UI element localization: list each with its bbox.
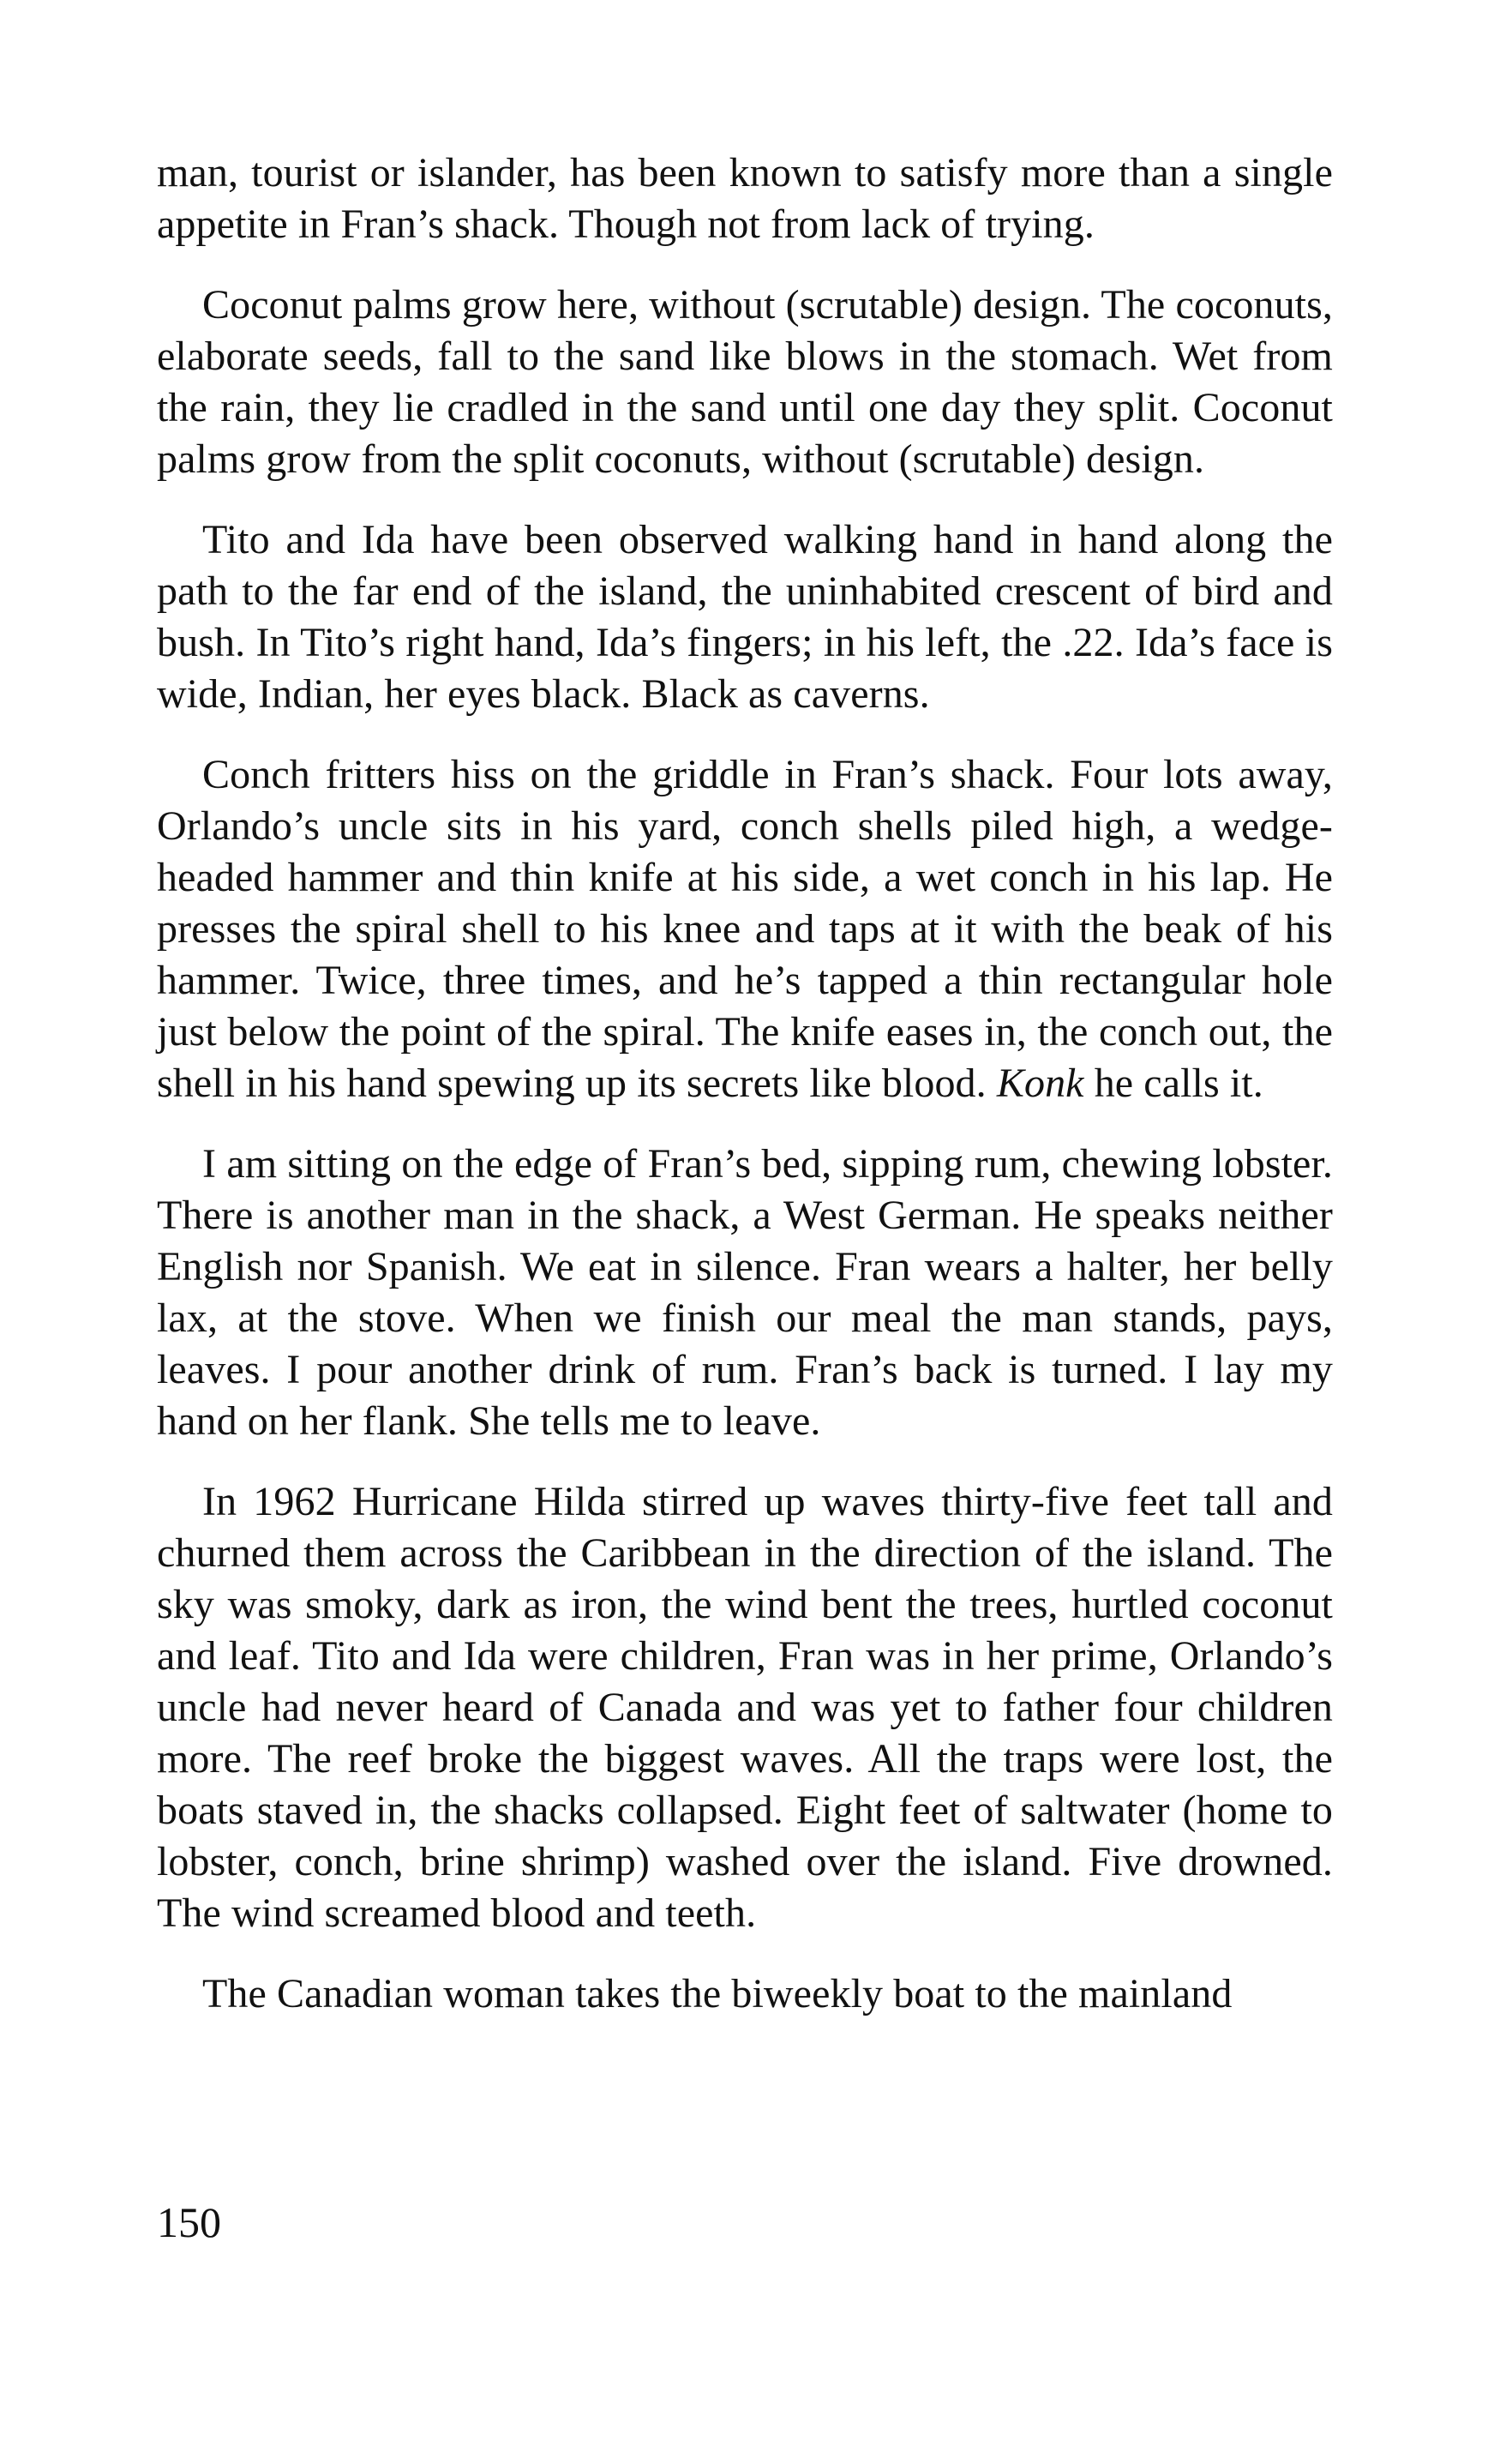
paragraph-conch-fritters-text: Conch fritters hiss on the griddle in Fran’s shack. Four lots away, Orlando’s uncle sits in his yard, conch shells piled high, a wedge-headed hammer and thin knife at his side, a wet conch in his lap. He presses the spiral shell to his knee and taps at it with the beak of his hammer. Twice, three times, and he’s tapped a thin rectangular hole just below the point of the spiral. The knife eases in, the conch out, the shell in his hand spewing up its secrets like blood. [157, 752, 1333, 1106]
italic-word-konk: Konk [996, 1061, 1084, 1106]
page-body-text [157, 147, 1333, 2049]
paragraph-coconut-palms: Coconut palms grow here, without (scrutable) design. The coconuts, elaborate seeds, fall to the sand like blows in the stomach. Wet from the rain, they lie cradled in the sand until one day they split. Coconut palms grow from the split coconuts, without (scrutable) design. [157, 282, 1333, 482]
paragraph-canadian-woman: The Canadian woman takes the biweekly boat to the mainland [202, 1971, 1233, 2016]
paragraph-conch-fritters-ending: he calls it. [1083, 1061, 1263, 1106]
paragraph-frans-bed: I am sitting on the edge of Fran’s bed, sipping rum, chewing lobster. There is another man in the shack, a West German. He speaks neither English nor Spanish. We eat in silence. Fran wears a halter, her belly lax, at the stove. When we finish our meal the man stands, pays, leaves. I pour another drink of rum. Fran’s back is turned. I lay my hand on her flank. She tells me to leave. [157, 1141, 1333, 1444]
paragraph-continued: man, tourist or islander, has been known to satisfy more than a single appetite in Fran’s shack. Though not from lack of trying. [157, 150, 1333, 247]
paragraph-conch-fritters [157, 749, 1333, 1109]
paragraph-hurricane-hilda: In 1962 Hurricane Hilda stirred up waves thirty-five feet tall and churned them across the Caribbean in the direction of the island. The sky was smoky, dark as iron, the wind bent the trees, hurtled coconut and leaf. Tito and Ida were children, Fran was in her prime, Orlando’s uncle had never heard of Canada and was yet to father four children more. The reef broke the biggest waves. All the traps were lost, the boats staved in, the shacks collapsed. Eight feet of saltwater (home to lobster, conch, brine shrimp) washed over the island. Five drowned. The wind screamed blood and teeth. [157, 1479, 1333, 1936]
paragraph-tito-and-ida: Tito and Ida have been observed walking hand in hand along the path to the far end of the island, the uninhabited crescent of bird and bush. In Tito’s right hand, Ida’s fingers; in his left, the .22. Ida’s face is wide, Indian, her eyes black. Black as caverns. [157, 517, 1333, 717]
page-number: 150 [157, 2198, 221, 2246]
